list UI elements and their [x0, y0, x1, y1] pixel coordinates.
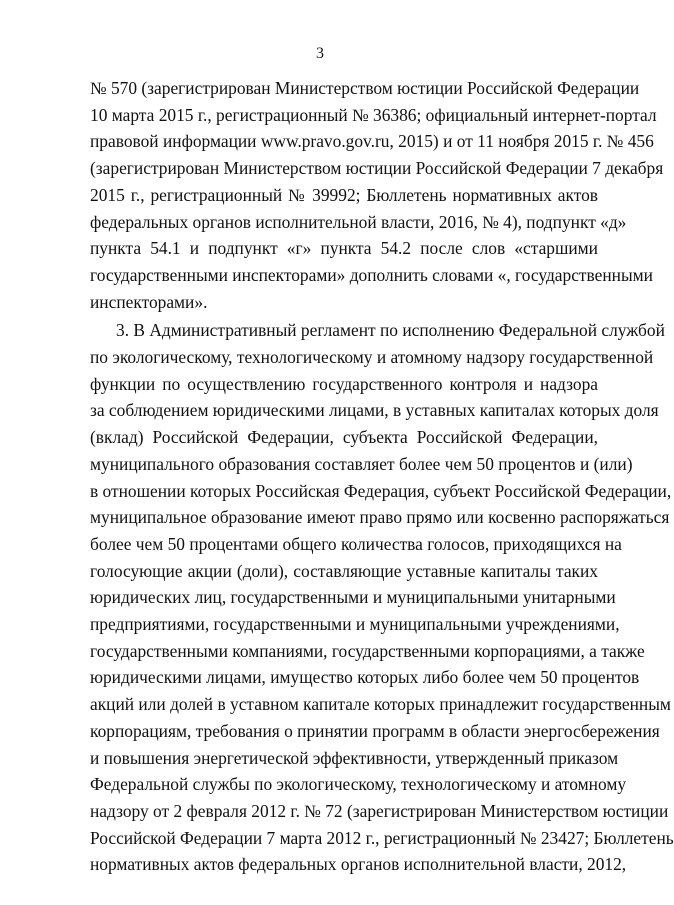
text-line: корпорациям, требования о принятии программ в области энергосбережения — [90, 720, 660, 741]
text-line: правовой информации www.pravo.gov.ru, 2015) и от 11 ноября 2015 г. № 456 — [90, 131, 654, 152]
text-line: 3. В Административный регламент по исполнению Федеральной службой — [116, 320, 665, 341]
text-line: 10 марта 2015 г., регистрационный № 36386; официальный интернет-портал — [90, 104, 657, 125]
text-line: 2015 г., регистрационный № 39992; Бюллетень нормативных актов — [90, 184, 598, 205]
paragraph-item-3 — [90, 317, 674, 878]
document-body — [90, 75, 674, 878]
text-line: (вклад) Российской Федерации, субъекта Российской Федерации, — [90, 427, 598, 448]
text-line: государственными компаниями, государственными корпорациями, а также — [90, 640, 645, 661]
text-line: муниципального образования составляет более чем 50 процентов и (или) — [90, 453, 633, 474]
text-line: нормативных актов федеральных органов исполнительной власти, 2012, — [90, 854, 627, 875]
text-line: акций или долей в уставном капитале которых принадлежит государственным — [90, 694, 671, 715]
text-line: федеральных органов исполнительной власти, 2016, № 4), подпункт «д» — [90, 211, 627, 232]
text-line: по экологическому, технологическому и атомному надзору государственной — [90, 347, 654, 368]
page-number: 3 — [316, 45, 324, 62]
text-line: функции по осуществлению государственного контроля и надзора — [90, 373, 598, 394]
text-line: юридическими лицами, имущество которых либо более чем 50 процентов — [90, 667, 640, 688]
text-line: пункта 54.1 и подпункт «г» пункта 54.2 после слов «старшими — [90, 238, 598, 259]
text-line: надзору от 2 февраля 2012 г. № 72 (зарегистрирован Министерством юстиции — [90, 800, 669, 821]
text-line: юридических лиц, государственными и муниципальными унитарными — [90, 587, 616, 608]
text-line: более чем 50 процентами общего количества голосов, приходящихся на — [90, 533, 622, 554]
text-line: за соблюдением юридическими лицами, в уставных капиталах которых доля — [90, 400, 659, 421]
text-line: Российской Федерации 7 марта 2012 г., регистрационный № 23427; Бюллетень — [90, 827, 674, 848]
text-line: инспекторами». — [90, 291, 208, 312]
text-line: № 570 (зарегистрирован Министерством юстиции Российской Федерации — [90, 78, 640, 98]
text-line: (зарегистрирован Министерством юстиции Российской Федерации 7 декабря — [90, 158, 664, 179]
text-line: в отношении которых Российская Федерация, субъект Российской Федерации, — [90, 480, 672, 501]
text-line: государственными инспекторами» дополнить словами «, государственными — [90, 264, 653, 285]
text-line: Федеральной службы по экологическому, технологическому и атомному — [90, 774, 627, 795]
text-line: голосующие акции (доли), составляющие уставные капиталы таких — [90, 560, 598, 581]
text-line: муниципальное образование имеют право прямо или косвенно распоряжаться — [90, 507, 670, 528]
text-line: предприятиями, государственными и муниципальными учреждениями, — [90, 614, 620, 635]
text-line: и повышения энергетической эффективности, утвержденный приказом — [90, 747, 619, 768]
paragraph-continuation — [90, 75, 664, 315]
